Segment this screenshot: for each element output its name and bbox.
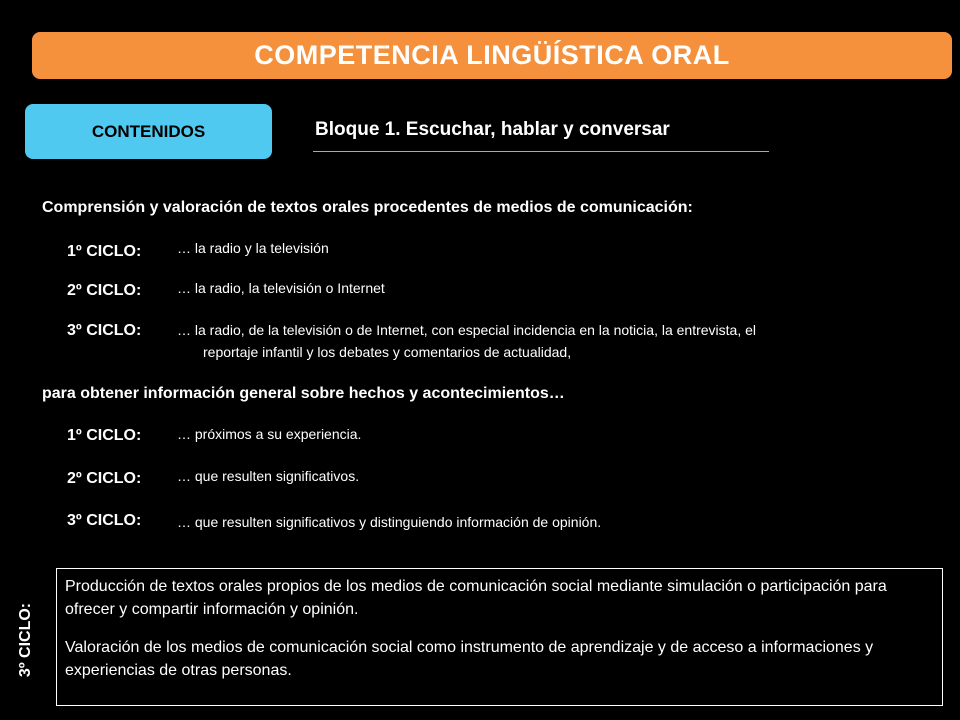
cycle-text-1: … la radio y la televisión	[177, 240, 329, 256]
cycle-text-3b: … que resulten significativos y distinguiendo información de opinión.	[177, 514, 602, 530]
cycle-label-1: 1º CICLO:	[67, 243, 142, 260]
page-title: COMPETENCIA LINGÜÍSTICA ORAL	[254, 40, 730, 70]
title-banner	[32, 32, 952, 79]
section-tag	[25, 104, 272, 159]
cycle-text-2b: … que resulten significativos.	[177, 468, 360, 484]
heading-informacion: para obtener información general sobre hechos y acontecimientos…	[42, 385, 565, 402]
cycle-label-3: 3º CICLO:	[67, 322, 142, 339]
cycle-label-1b: 1º CICLO:	[67, 427, 142, 444]
cycle-text-3-line1: … la radio, de la televisión o de Internet, con especial incidencia en la noticia, la entrevista, el	[177, 322, 757, 338]
cycle-text-2: … la radio, la televisión o Internet	[177, 280, 385, 296]
cycle-label-2b: 2º CICLO:	[67, 470, 142, 487]
content-box	[56, 568, 943, 706]
block-title-underline	[313, 151, 769, 152]
cycle-text-3-line2: reportaje infantil y los debates y comentarios de actualidad,	[203, 344, 572, 360]
box-cycle-label: 3º CICLO:	[17, 602, 34, 678]
cycle-text-1b: … próximos a su experiencia.	[177, 426, 362, 442]
block-title: Bloque 1. Escuchar, hablar y conversar	[315, 119, 670, 140]
section-tag-label: CONTENIDOS	[91, 121, 206, 141]
heading-comprension: Comprensión y valoración de textos orales procedentes de medios de comunicación:	[42, 199, 693, 216]
box-paragraph-2: Valoración de los medios de comunicación social como instrumento de aprendizaje y de acceso a informaciones y experiencias de otras personas.	[65, 639, 874, 679]
box-paragraph-1: Producción de textos orales propios de los medios de comunicación social mediante simulación o participación para ofrecer y compartir información y opinión.	[65, 578, 887, 618]
cycle-label-2: 2º CICLO:	[67, 282, 142, 299]
cycle-label-3b: 3º CICLO:	[67, 512, 142, 529]
